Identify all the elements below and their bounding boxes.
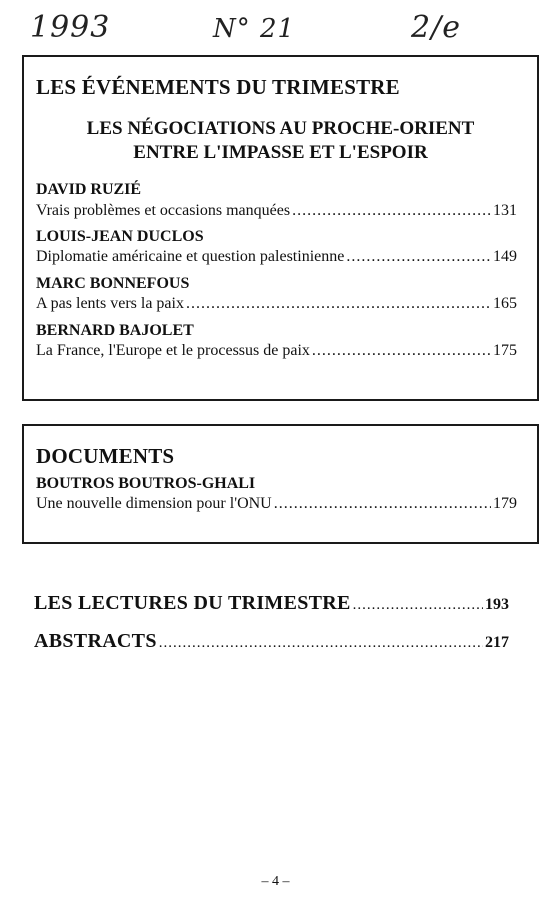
toc-entry bbox=[36, 202, 517, 220]
section-documents-title: DOCUMENTS bbox=[36, 444, 175, 468]
handwritten-note: 2/e bbox=[411, 10, 461, 45]
entry-page: 179 bbox=[493, 495, 517, 512]
entry-page: 175 bbox=[493, 342, 517, 359]
entry-author: DAVID RUZIÉ bbox=[36, 181, 142, 198]
leader-dots bbox=[292, 202, 491, 220]
entry-page: 217 bbox=[485, 634, 509, 651]
leader-dots bbox=[353, 597, 483, 614]
entry-author: MARC BONNEFOUS bbox=[36, 275, 190, 292]
leader-dots bbox=[312, 342, 491, 360]
toc-entry-abstracts bbox=[34, 630, 509, 653]
section-events-title: LES ÉVÉNEMENTS DU TRIMESTRE bbox=[36, 75, 400, 99]
toc-entry bbox=[36, 248, 517, 266]
section-documents-box bbox=[22, 424, 539, 544]
leader-dots bbox=[159, 635, 483, 652]
entry-title: A pas lents vers la paix bbox=[36, 295, 184, 312]
section-events-box bbox=[22, 55, 539, 401]
page-number: – 4 – bbox=[261, 874, 290, 889]
entry-page: 193 bbox=[485, 596, 509, 613]
toc-entry bbox=[36, 342, 517, 360]
toc-entry-lectures bbox=[34, 592, 509, 615]
leader-dots bbox=[346, 248, 491, 266]
leader-dots bbox=[274, 495, 491, 513]
section-events-subtitle-line1: LES NÉGOCIATIONS AU PROCHE-ORIENT bbox=[86, 118, 475, 139]
leader-dots bbox=[186, 295, 491, 313]
entry-title: Diplomatie américaine et question palestinienne bbox=[36, 248, 345, 265]
entry-author: BERNARD BAJOLET bbox=[36, 322, 194, 339]
handwritten-issue-number: N° 21 bbox=[213, 14, 296, 44]
section-events-subtitle-line2: ENTRE L'IMPASSE ET L'ESPOIR bbox=[133, 142, 428, 163]
entry-page: 165 bbox=[493, 295, 517, 312]
entry-title: Vrais problèmes et occasions manquées bbox=[36, 202, 291, 219]
entry-title: Une nouvelle dimension pour l'ONU bbox=[36, 495, 272, 512]
entry-title: LES LECTURES DU TRIMESTRE bbox=[34, 592, 351, 614]
entry-page: 149 bbox=[493, 248, 517, 265]
entry-title: La France, l'Europe et le processus de paix bbox=[36, 342, 310, 359]
entry-author: BOUTROS BOUTROS-GHALI bbox=[36, 475, 256, 492]
entry-title: ABSTRACTS bbox=[34, 630, 157, 652]
handwritten-year: 1993 bbox=[30, 10, 111, 45]
toc-entry bbox=[36, 295, 517, 313]
entry-author: LOUIS-JEAN DUCLOS bbox=[36, 228, 204, 245]
entry-page: 131 bbox=[493, 202, 517, 219]
toc-entry bbox=[36, 495, 517, 513]
